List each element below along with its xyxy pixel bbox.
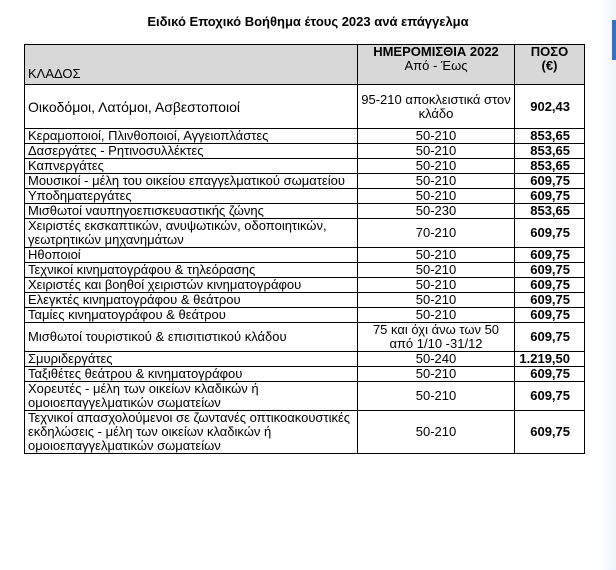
amount-cell: 609,75 <box>515 308 585 323</box>
amount-cell: 609,75 <box>515 278 585 293</box>
klados-cell: Χειριστές και βοηθοί χειριστών κινηματογράφου <box>25 278 358 293</box>
klados-cell: Τεχνικοί κινηματογράφου & τηλεόρασης <box>25 263 358 278</box>
klados-cell: Μουσικοί - μέλη του οικείου επαγγελματικού σωματείου <box>25 174 358 189</box>
page-edge-decoration <box>600 0 616 570</box>
amount-cell: 609,75 <box>515 219 585 248</box>
table-row <box>25 248 585 263</box>
header-amount <box>515 45 585 85</box>
table-row <box>25 411 585 454</box>
header-amount-unit: (€) <box>541 58 558 73</box>
range-cell: 50-210 <box>358 174 515 189</box>
amount-cell: 902,43 <box>515 85 585 129</box>
amount-cell: 609,75 <box>515 263 585 278</box>
header-days-subtitle: Από - Έως <box>404 58 468 73</box>
table-row <box>25 129 585 144</box>
klados-cell: Δασεργάτες - Ρητινοσυλλέκτες <box>25 144 358 159</box>
range-cell: 50-210 <box>358 308 515 323</box>
range-cell: 50-210 <box>358 129 515 144</box>
range-cell: 50-210 <box>358 263 515 278</box>
table-row <box>25 174 585 189</box>
klados-cell: Ταμίες κινηματογράφου & θεάτρου <box>25 308 358 323</box>
table-row <box>25 278 585 293</box>
range-cell: 50-210 <box>358 382 515 411</box>
range-cell: 50-240 <box>358 352 515 367</box>
benefit-table <box>24 44 585 454</box>
amount-cell: 609,75 <box>515 174 585 189</box>
header-days <box>358 45 515 85</box>
table-row <box>25 352 585 367</box>
table-row <box>25 85 585 129</box>
table-row <box>25 189 585 204</box>
table-row <box>25 382 585 411</box>
amount-cell: 853,65 <box>515 144 585 159</box>
klados-cell: Ταξιθέτες θεάτρου & κινηματογράφου <box>25 367 358 382</box>
table-row <box>25 144 585 159</box>
klados-cell: Μισθωτοί τουριστικού & επισιτιστικού κλάδου <box>25 323 358 352</box>
amount-cell: 609,75 <box>515 293 585 308</box>
range-cell: 50-210 <box>358 367 515 382</box>
table-row <box>25 293 585 308</box>
amount-cell: 609,75 <box>515 189 585 204</box>
range-cell: 50-210 <box>358 293 515 308</box>
range-cell: 50-210 <box>358 159 515 174</box>
amount-cell: 853,65 <box>515 159 585 174</box>
table-row <box>25 219 585 248</box>
table-row <box>25 323 585 352</box>
amount-cell: 609,75 <box>515 367 585 382</box>
range-cell: 95-210 αποκλειστικά στον κλάδο <box>358 85 515 129</box>
range-cell: 50-230 <box>358 204 515 219</box>
table-row <box>25 204 585 219</box>
klados-cell: Υποδηματεργάτες <box>25 189 358 204</box>
klados-cell: Οικοδόμοι, Λατόμοι, Ασβεστοποιοί <box>25 85 358 129</box>
page-title: Ειδικό Εποχικό Βοήθημα έτους 2023 ανά επάγγελμα <box>147 14 469 29</box>
klados-cell: Τεχνικοί απασχολούμενοι σε ζωντανές οπτικοακουστικές εκδηλώσεις - μέλη των οικείων κλαδικών ή ομοιοεπαγγελματικών σωματείων <box>25 411 358 454</box>
klados-cell: Μισθωτοί ναυπηγοεπισκευαστικής ζώνης <box>25 204 358 219</box>
klados-cell: Κεραμοποιοί, Πλινθοποιοί, Αγγειοπλάστες <box>25 129 358 144</box>
table-row <box>25 308 585 323</box>
klados-cell: Ηθοποιοί <box>25 248 358 263</box>
header-klados: ΚΛΑΔΟΣ <box>25 45 358 85</box>
amount-cell: 609,75 <box>515 382 585 411</box>
range-cell: 50-210 <box>358 278 515 293</box>
range-cell: 50-210 <box>358 144 515 159</box>
amount-cell: 609,75 <box>515 248 585 263</box>
klados-cell: Χορευτές - μέλη των οικείων κλαδικών ή ομοιοεπαγγελματικών σωματείων <box>25 382 358 411</box>
range-cell: 50-210 <box>358 411 515 454</box>
amount-cell: 853,65 <box>515 204 585 219</box>
klados-cell: Καπνεργάτες <box>25 159 358 174</box>
klados-cell: Χειριστές εκσκαπτικών, ανυψωτικών, οδοποιητικών, γεωτρητικών μηχανημάτων <box>25 219 358 248</box>
table-row <box>25 367 585 382</box>
table-row <box>25 159 585 174</box>
range-cell: 70-210 <box>358 219 515 248</box>
amount-cell: 609,75 <box>515 323 585 352</box>
amount-cell: 853,65 <box>515 129 585 144</box>
table-row <box>25 263 585 278</box>
range-cell: 50-210 <box>358 189 515 204</box>
range-cell: 75 και όχι άνω των 50 από 1/10 -31/12 <box>358 323 515 352</box>
header-days-title: ΗΜΕΡΟΜΙΣΘΙΑ 2022 <box>373 44 499 59</box>
amount-cell: 609,75 <box>515 411 585 454</box>
range-cell: 50-210 <box>358 248 515 263</box>
amount-cell: 1.219,50 <box>515 352 585 367</box>
header-amount-title: ΠΟΣΟ <box>530 44 569 59</box>
table-header-row <box>25 45 585 85</box>
klados-cell: Σμυριδεργάτες <box>25 352 358 367</box>
klados-cell: Ελεγκτές κινηματογράφου & θεάτρου <box>25 293 358 308</box>
